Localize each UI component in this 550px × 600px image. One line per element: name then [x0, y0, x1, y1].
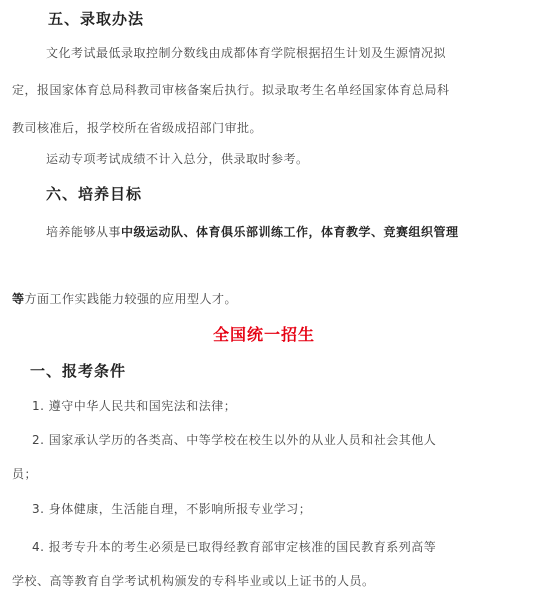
- section-heading-admission: 五、录取办法: [48, 10, 145, 28]
- paragraph-line: 定，报国家体育总局科教司审核备案后执行。拟录取考生名单经国家体育总局科: [12, 83, 450, 97]
- paragraph-line: 教司核准后，报学校所在省级成招部门审批。: [12, 121, 263, 135]
- paragraph-line: [46, 223, 459, 240]
- section-heading-training-goal: 六、培养目标: [46, 185, 143, 203]
- requirement-item-continuation: 员；: [12, 467, 38, 481]
- requirement-item: 3. 身体健康，生活能自理，不影响所报专业学习；: [32, 502, 312, 516]
- bold-text-run: 等: [12, 292, 25, 306]
- bold-text-run: 中级运动队、体育俱乐部训练工作，体育教学、竞赛组织管理: [121, 225, 459, 239]
- requirement-item: 4. 报考专升本的考生必须是已取得经教育部审定核准的国民教育系列高等: [32, 540, 437, 554]
- paragraph-line: 文化考试最低录取控制分数线由成都体育学院根据招生计划及生源情况拟: [46, 46, 447, 60]
- paragraph-line: 运动专项考试成绩不计入总分，供录取时参考。: [46, 152, 309, 166]
- section-heading-requirements: 一、报考条件: [30, 362, 127, 380]
- text-run: 培养能够从事: [46, 225, 122, 239]
- text-run: 方面工作实践能力较强的应用型人才。: [24, 292, 238, 306]
- paragraph-line: [12, 290, 237, 307]
- requirement-item-continuation: 学校、高等教育自学考试机构颁发的专科毕业或以上证书的人员。: [12, 574, 375, 588]
- requirement-item: 1. 遵守中华人民共和国宪法和法律；: [32, 399, 237, 413]
- requirement-item: 2. 国家承认学历的各类高、中等学校在校生以外的从业人员和社会其他人: [32, 433, 437, 447]
- national-enrollment-title: 全国统一招生: [213, 325, 316, 344]
